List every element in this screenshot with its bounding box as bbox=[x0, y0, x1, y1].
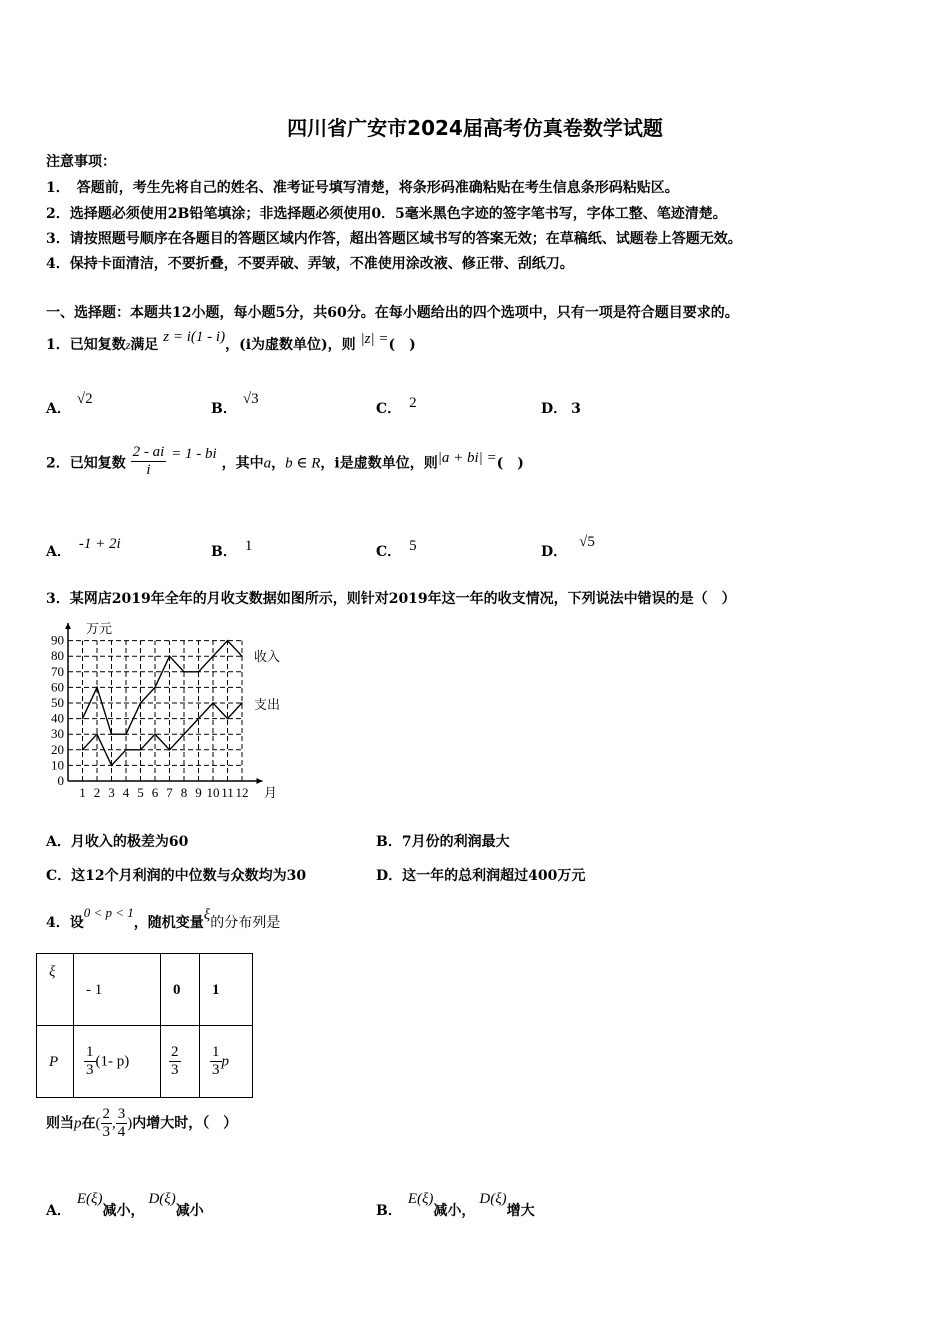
x-tick-label: 2 bbox=[93, 785, 101, 800]
data-point bbox=[96, 733, 98, 735]
data-point bbox=[111, 733, 113, 735]
data-point bbox=[183, 733, 185, 735]
data-point bbox=[140, 749, 142, 751]
data-point bbox=[125, 749, 127, 751]
income-expense-chart bbox=[38, 617, 298, 805]
data-point bbox=[125, 733, 127, 735]
data-point bbox=[140, 702, 142, 704]
distribution-table: ξ - 1 0 1 P $\frac{1}{3}$ (1- p) $\frac{2}{3}$ $\frac{1}{3}$ p bbox=[36, 953, 253, 1098]
chart-ticks bbox=[51, 633, 249, 800]
q3-option-d[interactable]: D．这一年的总利润超过400万元 bbox=[376, 868, 586, 884]
y-tick-label: 40 bbox=[51, 710, 64, 726]
notice-item: 2．选择题必须使用2B铅笔填涂；非选择题必须使用0．5毫米黑色字迹的签字笔书写，字体工整、笔迹清楚。 bbox=[46, 206, 727, 222]
y-tick-label: 60 bbox=[51, 679, 64, 695]
data-point bbox=[154, 733, 156, 735]
question-4: 4．设0 < p < 1，随机变量ξ的分布列是 bbox=[46, 905, 281, 931]
question-1: 1．已知复数z满足 z = i(1 - i)，(i为虚数单位)，则 |z| =( ) bbox=[46, 329, 416, 353]
data-point bbox=[111, 765, 113, 767]
q2-option-d[interactable]: D．√5 bbox=[541, 534, 595, 560]
q3-option-a[interactable]: A．月收入的极差为60 bbox=[46, 834, 189, 850]
data-point bbox=[82, 749, 84, 751]
data-point bbox=[227, 718, 229, 720]
q1-option-b[interactable]: B．√3 bbox=[211, 391, 259, 417]
x-tick-label: 1 bbox=[79, 785, 86, 800]
q1-option-a[interactable]: A．√2 bbox=[46, 391, 93, 417]
legend-expense: 支出 bbox=[254, 697, 281, 712]
x-tick-label: 9 bbox=[195, 785, 202, 800]
x-tick-label: 6 bbox=[151, 785, 159, 800]
y-tick-label: 80 bbox=[51, 648, 64, 664]
y-tick-label: 50 bbox=[51, 695, 64, 710]
notice-item: 3．请按照题号顺序在各题目的答题区域内作答，超出答题区域书写的答案无效；在草稿纸、试题卷上答题无效。 bbox=[46, 231, 742, 247]
notice-item: 4．保持卡面清洁，不要折叠，不要弄破、弄皱，不准使用涂改液、修正带、刮纸刀。 bbox=[46, 256, 574, 272]
q1-option-c[interactable]: C． 2 bbox=[376, 395, 417, 417]
data-point bbox=[183, 671, 185, 673]
y-axis-label: 万元 bbox=[86, 621, 113, 636]
q2-option-a[interactable]: A． -1 + 2i bbox=[46, 536, 121, 560]
q4-option-a[interactable]: A．E(ξ)减小，D(ξ)减小 bbox=[46, 1191, 204, 1219]
y-tick-label: 90 bbox=[51, 632, 64, 648]
page-title: 四川省广安市2024届高考仿真卷数学试题 bbox=[287, 116, 663, 140]
y-tick-label: 30 bbox=[51, 726, 64, 742]
data-point bbox=[154, 687, 156, 689]
series-line-expense bbox=[83, 703, 243, 765]
y-tick-label: 0 bbox=[57, 773, 64, 788]
chart-grid bbox=[68, 641, 242, 781]
x-tick-label: 10 bbox=[206, 785, 220, 800]
data-point bbox=[227, 640, 229, 642]
x-tick-label: 12 bbox=[235, 785, 249, 800]
data-point bbox=[241, 702, 243, 704]
data-point bbox=[169, 655, 171, 657]
data-point bbox=[169, 749, 171, 751]
x-tick-label: 4 bbox=[122, 785, 130, 800]
q2-option-b[interactable]: B． 1 bbox=[211, 538, 253, 560]
notice-item: 1． 答题前，考生先将自己的姓名、准考证号填写清楚，将条形码准确粘贴在考生信息条形码粘贴区。 bbox=[46, 180, 679, 196]
y-tick-label: 20 bbox=[51, 741, 64, 757]
q3-option-b[interactable]: B．7月份的利润最大 bbox=[376, 834, 510, 850]
x-axis-label: 月 bbox=[264, 785, 278, 800]
q4-followup: 则当p在( $\frac{2}{3}$ , $\frac{3}{4}$ )内增大时，（ ） bbox=[46, 1106, 238, 1140]
y-axis-arrow bbox=[65, 623, 71, 629]
x-tick-label: 5 bbox=[137, 785, 144, 800]
q2-fraction: $\frac{2 - ai}{i}$ bbox=[132, 444, 165, 478]
data-point bbox=[198, 671, 200, 673]
q2-option-c[interactable]: C． 5 bbox=[376, 538, 417, 560]
chart-lines bbox=[82, 640, 243, 766]
x-tick-label: 8 bbox=[180, 785, 188, 800]
q4-option-b[interactable]: B．E(ξ)减小，D(ξ)增大 bbox=[376, 1191, 535, 1219]
series-line-income bbox=[83, 641, 243, 735]
question-3: 3．某网店2019年全年的月收支数据如图所示，则针对2019年这一年的收支情况，下列说法中错误的是（ ） bbox=[46, 591, 736, 607]
data-point bbox=[212, 655, 214, 657]
x-axis-arrow bbox=[257, 778, 263, 784]
y-tick-label: 70 bbox=[51, 663, 64, 679]
legend-income: 收入 bbox=[254, 649, 281, 664]
x-tick-label: 3 bbox=[108, 785, 115, 800]
x-tick-label: 7 bbox=[166, 785, 173, 800]
data-point bbox=[241, 655, 243, 657]
section-heading: 一、选择题：本题共12小题，每小题5分，共60分。在每小题给出的四个选项中，只有一项是符合题目要求的。 bbox=[46, 305, 739, 321]
y-tick-label: 10 bbox=[51, 757, 64, 773]
data-point bbox=[212, 702, 214, 704]
data-point bbox=[96, 687, 98, 689]
q3-option-c[interactable]: C．这12个月利润的中位数与众数均为30 bbox=[46, 868, 307, 884]
q1-option-d[interactable]: D． 3 bbox=[541, 401, 581, 417]
data-point bbox=[198, 718, 200, 720]
notice-heading: 注意事项： bbox=[46, 154, 116, 170]
question-2: 2．已知复数 $\frac{2 - ai}{i}$ = 1 - bi ，其中a，b ∈ R，i是虚数单位，则|a + bi| =( ) bbox=[46, 444, 524, 478]
data-point bbox=[82, 718, 84, 720]
x-tick-label: 11 bbox=[221, 785, 234, 800]
